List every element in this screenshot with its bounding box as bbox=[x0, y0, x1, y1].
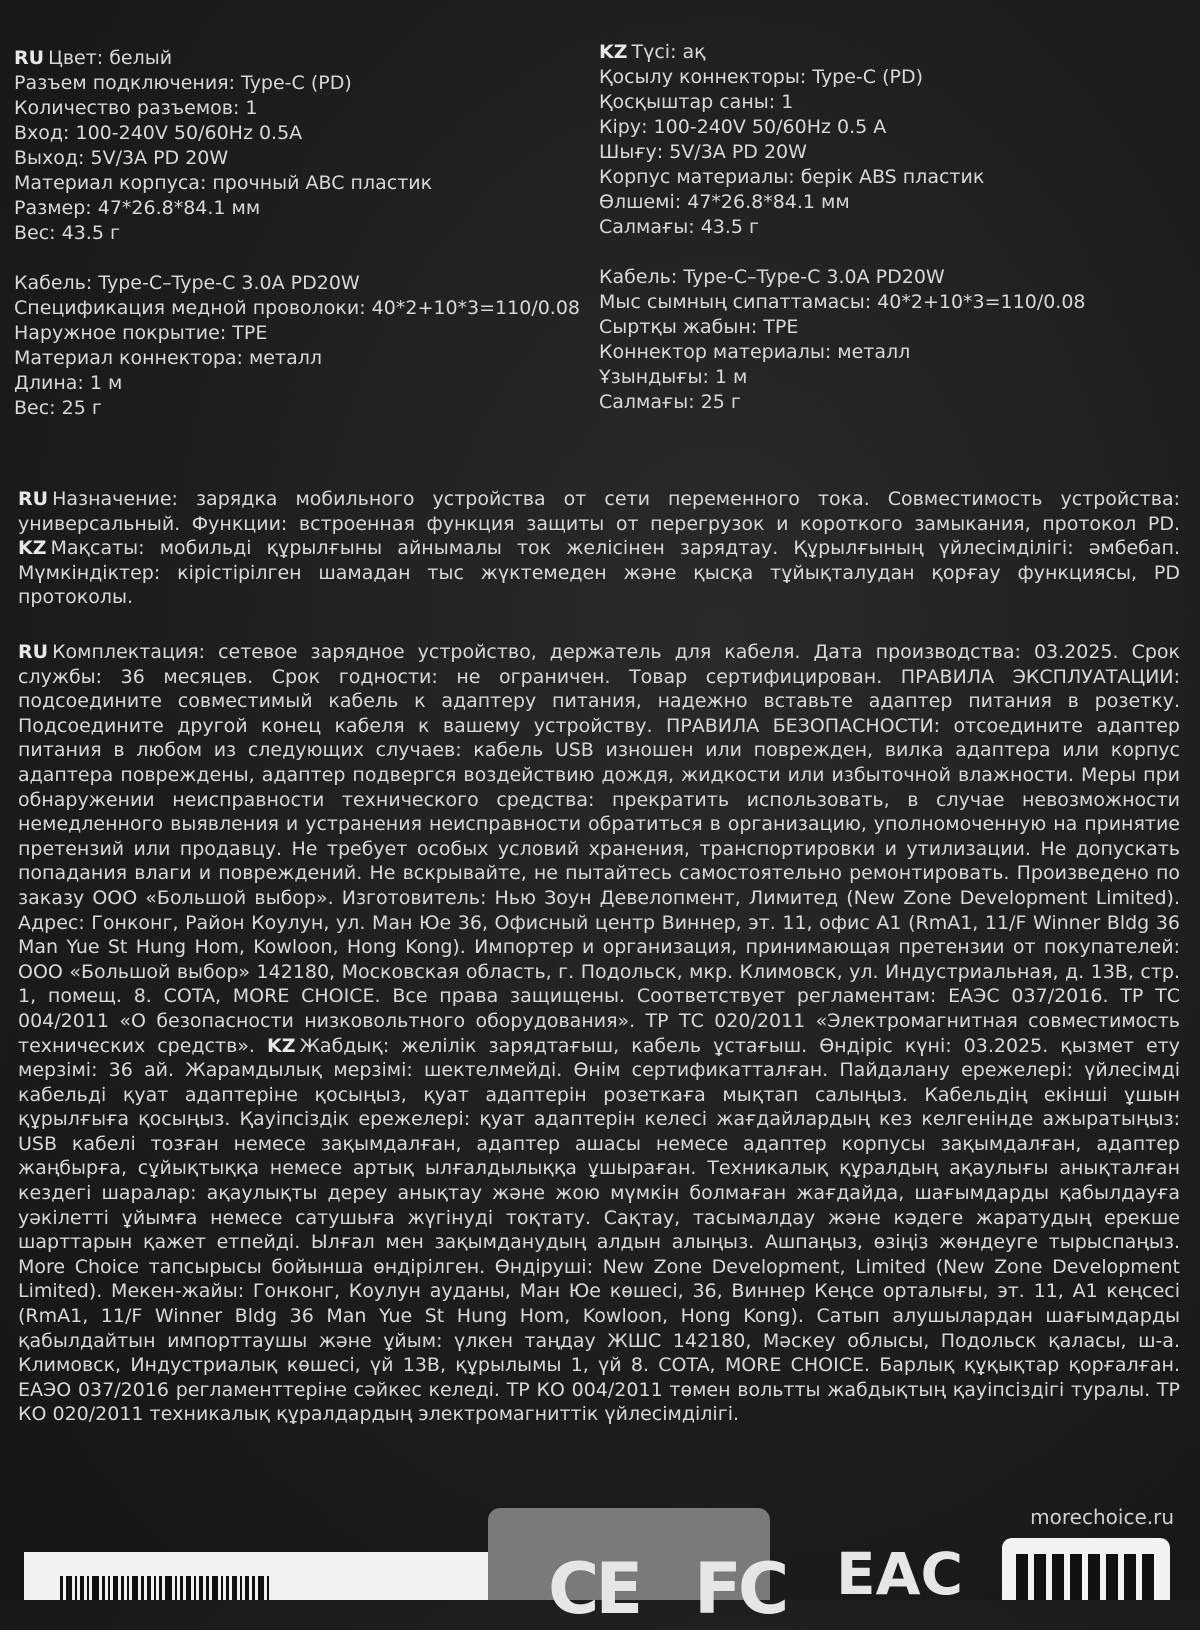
ru-spec-line: Вес: 43.5 г bbox=[14, 222, 120, 244]
ru-cable-line: Наружное покрытие: TPE bbox=[14, 322, 268, 344]
ru-spec-line: Разъем подключения: Type-C (PD) bbox=[14, 72, 352, 94]
lang-label: KZ bbox=[599, 41, 628, 63]
kz-spec-line: Корпус материалы: берік ABS пластик bbox=[599, 166, 985, 188]
lang-label: RU bbox=[14, 47, 45, 69]
kz-spec-line: Кіру: 100-240V 50/60Hz 0.5 A bbox=[599, 116, 887, 138]
kz-spec-line: Қосылу коннекторы: Type-C (PD) bbox=[599, 66, 924, 88]
ru-specs bbox=[14, 46, 580, 421]
lang-label: RU bbox=[18, 488, 49, 510]
ru-spec-line: Вход: 100-240V 50/60Hz 0.5A bbox=[14, 122, 303, 144]
kz-cable-line: Коннектор материалы: металл bbox=[599, 341, 911, 363]
ru-spec-line: Выход: 5V/3A PD 20W bbox=[14, 147, 229, 169]
kz-cable-line: Ұзындығы: 1 м bbox=[599, 366, 748, 388]
eac-mark-icon: EAC bbox=[836, 1540, 964, 1608]
kz-specs bbox=[599, 40, 1086, 415]
purpose-ru-text: Назначение: зарядка мобильного устройства от сети переменного тока. Совместимость устройства: универсальный. Функции: встроенная функция защиты от перегрузок и короткого замыкания, протокол PD. bbox=[18, 488, 1180, 535]
kz-spec-line: KZ Түсі: ақ bbox=[599, 41, 706, 63]
ru-cable-line: Кабель: Type-C–Type-C 3.0A PD20W bbox=[14, 272, 360, 294]
fc-mark-icon: FC bbox=[694, 1548, 786, 1630]
ru-cable-line: Длина: 1 м bbox=[14, 372, 123, 394]
ru-cable-line: Спецификация медной проволоки: 40*2+10*3=110/0.08 bbox=[14, 297, 581, 319]
kz-spec-line: Өлшемі: 47*26.8*84.1 мм bbox=[599, 191, 850, 213]
qr-code-pattern bbox=[1016, 1554, 1156, 1600]
ce-mark-icon: CE bbox=[548, 1548, 640, 1630]
brand-url: morechoice.ru bbox=[1030, 1505, 1174, 1529]
kit-ru-text: Комплектация: сетевое зарядное устройство, держатель для кабеля. Дата производства: 03.2025. Срок службы: 36 месяцев. Срок годности: не ограничен. Товар сертифицирован. ПРАВИЛА ЭКСПЛУАТАЦИИ: подсоедините совместимый кабель к адаптеру питания, надежно вставьте адаптер питания в розетку. Подсоедините другой конец кабеля к вашему устройству. ПРАВИЛА БЕЗОПАСНОСТИ: отсоедините адаптер питания в любом из следующих случаев: кабель USB изношен или поврежден, вилка адаптера или корпус адаптера повреждены, адаптер подвергся воздействию дождя, жидкости или избыточной влажности. Меры при обнаружении неисправности технического средства: прекратить использовать, в случае невозможности немедленного выявления и устранения неисправности обратиться в организацию, уполномоченную на принятие претензий или продавцу. Не требует особых условий хранения, транспортировки и утилизации. Не допускать попадания влаги и повреждений. Не вскрывайте, не пытайтесь самостоятельно ремонтировать. Произведено по заказу ООО «Большой выбор». Изготовитель: Нью Зоун Девелопмент, Лимитед (New Zone Development Limited). Адрес: Гонконг, Район Коулун, ул. Ман Юе 36, Офисный центр Виннер, эт. 11, офис A1 (RmA1, 11/F Winner Bldg 36 Man Yue St Hung Hom, Kowloon, Hong Kong). Импортер и организация, принимающая претензии от покупателей: ООО «Большой выбор» 142180, Московская область, г. Подольск, мкр. Климовск, ул. Индустриальная, д. 13В, стр. 1, помещ. 8. COTA, MORE CHOICE. Все права защищены. Соответствует регламентам: ЕАЭС 037/2016. ТР ТС 004/2011 «О безопасности низковольтного оборудования». ТР ТС 020/2011 «Электромагнитная совместимость технических средств». bbox=[18, 641, 1180, 1057]
ru-spec-line: Количество разъемов: 1 bbox=[14, 97, 258, 119]
lang-label: KZ bbox=[18, 537, 47, 560]
lang-label: KZ bbox=[266, 1034, 296, 1057]
kz-spec-line: Шығу: 5V/3A PD 20W bbox=[599, 141, 807, 163]
lang-label: RU bbox=[18, 641, 49, 663]
ru-spec-line: Материал корпуса: прочный ABC пластик bbox=[14, 172, 433, 194]
kz-spec-line: Қосқыштар саны: 1 bbox=[599, 91, 794, 113]
kz-spec-line: Салмағы: 43.5 г bbox=[599, 216, 760, 238]
ru-spec-line: Размер: 47*26.8*84.1 мм bbox=[14, 197, 261, 219]
purpose-paragraph bbox=[18, 487, 1180, 610]
qr-code-icon bbox=[1002, 1538, 1170, 1600]
kz-cable-line: Салмағы: 25 г bbox=[599, 391, 741, 413]
kit-paragraph bbox=[18, 640, 1180, 1427]
ru-cable-line: Материал коннектора: металл bbox=[14, 347, 322, 369]
barcode-bars bbox=[60, 1576, 494, 1600]
kit-kz-text: Жабдық: желілік зарядтағыш, кабель ұстағыш. Өндіріс күні: 03.2025. қызмет ету мерзімі: 36 ай. Жарамдылық мерзімі: шектелмейді. Өнім сертификатталған. Пайдалану ережелері: үйлесімді кабельді қуат адаптеріне қосыңыз, қуат адаптерін розеткаға мықтап салыңыз. Кабельдің екінші ұшын құрылғыға қосыңыз. Қауіпсіздік ережелері: қуат адаптерін келесі жағдайлардың кез келгенінде ажыратыңыз: USB кабелі тозған немесе зақымдалған, адаптер ашасы немесе адаптер корпусы зақымдалған, адаптер жаңбырға, сұйықтыққа немесе артық ылғалдылыққа ұшыраған. Техникалық құралдың ақаулығы анықталған кездегі шаралар: ақаулықты дереу анықтау және жою мүмкін болмаған жағдайда, шағымдарды қабылдауға уәкілетті ұйымға немесе сатушыға жүгінуді тоқтату. Сақтау, тасымалдау және кәдеге жаратудың ерекше шарттарын қажет етпейді. Ылғал мен зақымданудың алдын алыңыз. Ашпаңыз, өзіңіз жөндеуге тырыспаңыз. More Choice тапсырысы бойынша өндірілген. Өндіруші: New Zone Development, Limited (New Zone Development Limited). Мекен-жайы: Гонконг, Коулун ауданы, Ман Юе көшесі, 36, Виннер Кеңсе орталығы, эт. 11, A1 кеңсесі (RmA1, 11/F Winner Bldg 36 Man Yue St Hung Hom, Kowloon, Hong Kong). Сатып алушылардан шағымдарды қабылдайтын импорттаушы және ұйым: үлкен таңдау ЖШС 142180, Мәскеу облысы, Подольск қаласы, ш-а. Климовск, Индустриалық көшесі, үй 13В, құрылымы 1, үй 8. COTA, MORE CHOICE. Барлық құқықтар қорғалған. ЕАЭО 037/2016 регламенттеріне сәйкес келеді. ТР КО 004/2011 төмен вольтты жабдықтың қауіпсіздігі туралы. ТР КО 020/2011 техникалық құралдардың электромагниттік үйлесімділігі. bbox=[18, 1034, 1180, 1426]
barcode-icon bbox=[24, 1552, 504, 1600]
ru-cable-line: Вес: 25 г bbox=[14, 397, 102, 419]
kz-cable-line: Сыртқы жабын: TPE bbox=[599, 316, 799, 338]
ru-spec-line: RU Цвет: белый bbox=[14, 47, 173, 69]
purpose-kz-text: Мақсаты: мобильді құрылғыны айнымалы ток желісінен зарядтау. Құрылғының үйлесімділігі: әмбебап. Мүмкіндіктер: кірістірілген шамадан тыс жүктемеден және қысқа тұйықталудан қорғау функциясы, PD протоколы. bbox=[18, 537, 1180, 609]
kz-cable-line: Кабель: Type-C–Type-C 3.0A PD20W bbox=[599, 266, 945, 288]
kz-cable-line: Мыс сымның сипаттамасы: 40*2+10*3=110/0.08 bbox=[599, 291, 1086, 313]
